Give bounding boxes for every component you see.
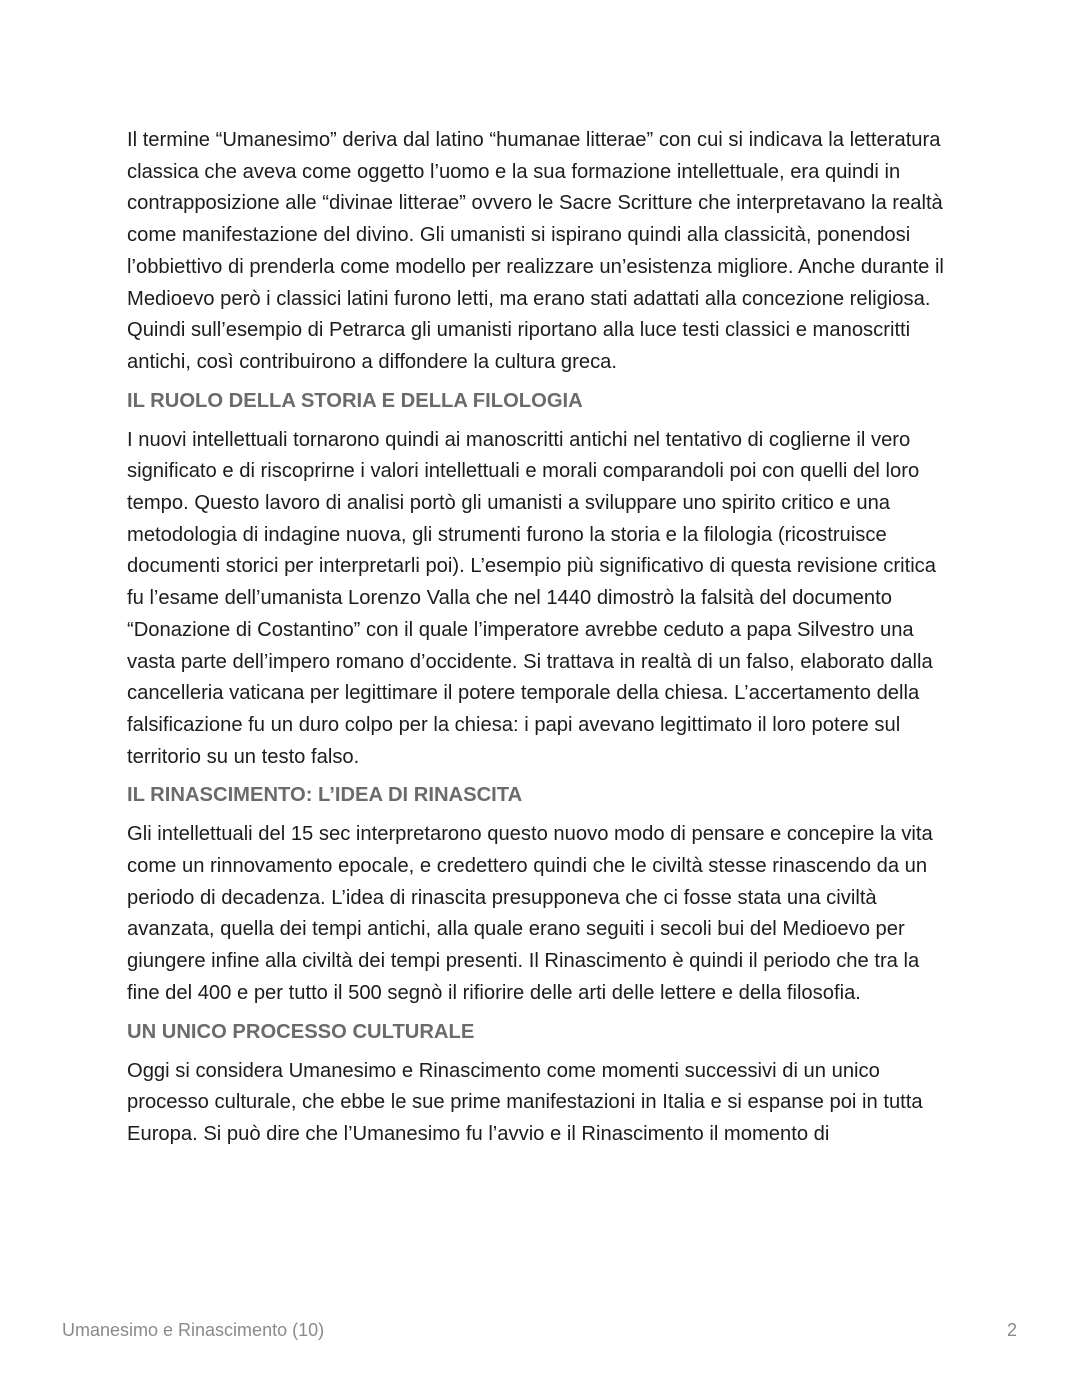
rinascita-paragraph: Gli intellettuali del 15 sec interpretarono questo nuovo modo di pensare e concepire la vita come un rinnovamento epocale, e credettero quindi che le civiltà stesse rinascendo da un periodo di decadenza. L’idea di rinascita presupponeva che ci fosse stata una civiltà avanzata, quella dei tempi antichi, alla quale erano seguiti i secoli bui del Medioevo per giungere infine alla civiltà dei tempi presenti. Il Rinascimento è quindi il periodo che tra la fine del 400 e per tutto il 500 segnò il rifiorire delle arti delle lettere e della filosofia. (127, 823, 933, 1004)
section-heading-rinascita: IL RINASCIMENTO: L’IDEA DI RINASCITA (127, 784, 523, 807)
page-content (127, 125, 957, 1151)
intro-paragraph: Il termine “Umanesimo” deriva dal latino “humanae litterae” con cui si indicava la letteratura classica che aveva come oggetto l’uomo e la sua formazione intellettuale, era quindi in contrapposizione alle “divinae litterae” ovvero le Sacre Scritture che interpretavano la realtà come manifestazione del divino. Gli umanisti si ispirano quindi alla classicità, ponendosi l’obbiettivo di prenderla come modello per realizzare un’esistenza migliore. Anche durante il Medioevo però i classici latini furono letti, ma erano stati adattati alla concezione religiosa. Quindi sull’esempio di Petrarca gli umanisti riportano alla luce testi classici e manoscritti antichi, così contribuirono a diffondere la cultura greca. (127, 129, 944, 373)
footer-page-number: 2 (1006, 1320, 1017, 1340)
section-heading-storia-filologia: IL RUOLO DELLA STORIA E DELLA FILOLOGIA (127, 389, 583, 412)
footer-document-title: Umanesimo e Rinascimento (10) (62, 1320, 325, 1340)
processo-paragraph: Oggi si considera Umanesimo e Rinascimento come momenti successivi di un unico processo culturale, che ebbe le sue prime manifestazioni in Italia e si espanse poi in tutta Europa. Si può dire che l’Umanesimo fu l’avvio e il Rinascimento il momento di (127, 1059, 923, 1145)
storia-filologia-paragraph: I nuovi intellettuali tornarono quindi ai manoscritti antichi nel tentativo di coglierne il vero significato e di riscoprirne i valori intellettuali e morali comparandoli poi con quelli del loro tempo. Questo lavoro di analisi portò gli umanisti a sviluppare uno spirito critico e una metodologia di indagine nuova, gli strumenti furono la storia e la filologia (ricostruisce documenti storici per interpretarli poi). L’esempio più significativo di questa revisione critica fu l’esame dell’umanista Lorenzo Valla che nel 1440 dimostrò la falsità del documento “Donazione di Costantino” con il quale l’imperatore avrebbe ceduto a papa Silvestro una vasta parte dell’impero romano d’occidente. Si trattava in realtà di un falso, elaborato dalla cancelleria vaticana per legittimare il potere temporale della chiesa. L’accertamento della falsificazione fu un duro colpo per la chiesa: i papi avevano legittimato il loro potere sul territorio su un testo falso. (127, 428, 936, 768)
section-heading-processo: UN UNICO PROCESSO CULTURALE (127, 1020, 475, 1043)
